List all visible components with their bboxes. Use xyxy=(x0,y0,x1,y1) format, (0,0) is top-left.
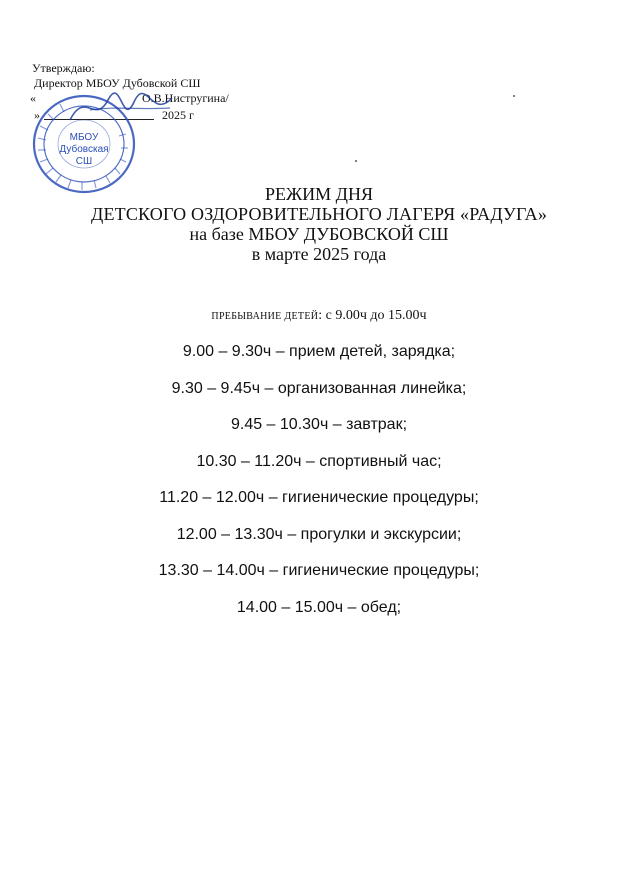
schedule-item: 9.45 – 10.30ч – завтрак; xyxy=(230,416,408,433)
schedule-item: 13.30 – 14.00ч – гигиенические процедуры; xyxy=(158,562,480,579)
title-line-3: на базе МБОУ ДУБОВСКОЙ СШ xyxy=(189,224,449,244)
director-signature xyxy=(60,80,180,140)
approval-quote-open: « xyxy=(30,91,36,105)
scan-speck xyxy=(355,160,357,162)
schedule-item: 9.00 – 9.30ч – прием детей, зарядка; xyxy=(182,343,456,360)
stay-value: : с 9.00ч до 15.00ч xyxy=(318,308,427,323)
approval-heading: Утверждаю: xyxy=(32,61,95,75)
approval-director-name: О.В.Нистругина/ xyxy=(142,91,229,105)
schedule-item: 12.00 – 13.30ч – прогулки и экскурсии; xyxy=(176,525,462,543)
approval-position: Директор МБОУ Дубовской СШ xyxy=(34,76,201,90)
stamp-text-line1: МБОУ xyxy=(69,132,99,143)
approval-year: 2025 г xyxy=(162,108,194,122)
stay-hours xyxy=(0,308,638,324)
schedule-item: 10.30 – 11.20ч – спортивный час; xyxy=(196,452,442,470)
title-line-4: в марте 2025 года xyxy=(251,244,387,264)
schedule-item: 14.00 – 15.00ч – обед; xyxy=(236,598,402,616)
stamp-text-line2: Дубовская xyxy=(59,144,109,155)
title-line-2: ДЕТСКОГО ОЗДОРОВИТЕЛЬНОГО ЛАГЕРЯ «РАДУГА» xyxy=(90,204,548,224)
stay-label: ПРЕБЫВАНИЕ ДЕТЕЙ xyxy=(211,311,319,322)
title-line-1: РЕЖИМ ДНЯ xyxy=(265,184,373,204)
scan-speck xyxy=(513,95,515,97)
document-title xyxy=(0,184,638,264)
stamp-text-line3: СШ xyxy=(75,156,93,167)
daily-schedule xyxy=(0,340,638,632)
schedule-item: 9.30 – 9.45ч – организованная линейка; xyxy=(171,379,467,397)
approval-quote-close: » xyxy=(34,108,40,122)
schedule-item: 11.20 – 12.00ч – гигиенические процедуры; xyxy=(159,489,479,506)
